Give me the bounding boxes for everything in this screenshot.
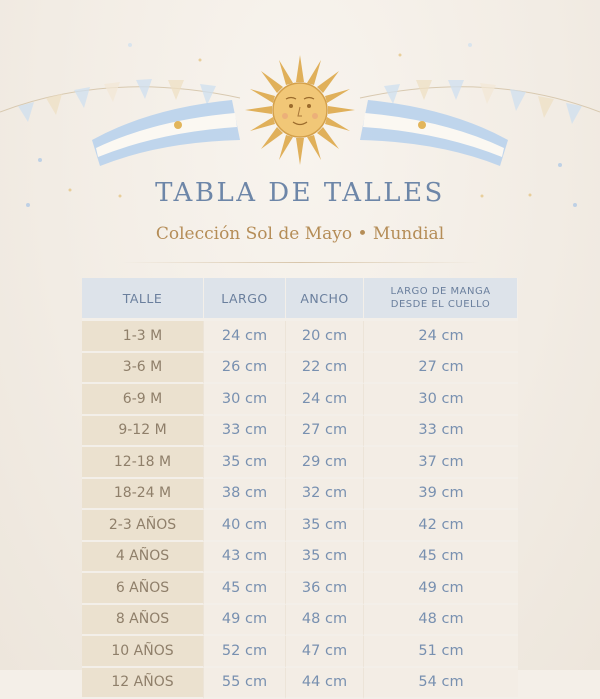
header-ancho: ANCHO xyxy=(286,278,364,321)
cell-manga: 45 cm xyxy=(364,542,518,574)
cell-manga: 37 cm xyxy=(364,447,518,479)
cell-ancho: 24 cm xyxy=(286,384,364,416)
flag-ribbon-right xyxy=(360,100,508,166)
divider xyxy=(120,262,480,263)
cell-talle: 3-6 M xyxy=(82,353,204,385)
cell-talle: 2-3 AÑOS xyxy=(82,510,204,542)
header-manga-line2: DESDE EL CUELLO xyxy=(391,299,490,310)
table-row xyxy=(82,573,518,605)
header-talle: TALLE xyxy=(82,278,204,321)
cell-largo: 33 cm xyxy=(204,416,286,448)
table-row xyxy=(82,668,518,699)
table-row xyxy=(82,416,518,448)
cell-largo: 24 cm xyxy=(204,321,286,353)
cell-talle: 6 AÑOS xyxy=(82,573,204,605)
cell-talle: 10 AÑOS xyxy=(82,636,204,668)
cell-talle: 9-12 M xyxy=(82,416,204,448)
table-row xyxy=(82,636,518,668)
sun-of-may-icon xyxy=(245,55,355,165)
cell-largo: 49 cm xyxy=(204,605,286,637)
cell-manga: 49 cm xyxy=(364,573,518,605)
cell-ancho: 27 cm xyxy=(286,416,364,448)
cell-talle: 12-18 M xyxy=(82,447,204,479)
cell-manga: 33 cm xyxy=(364,416,518,448)
cell-ancho: 32 cm xyxy=(286,479,364,511)
page-title: TABLA DE TALLES xyxy=(0,178,600,208)
header-largo: LARGO xyxy=(204,278,286,321)
size-chart-table xyxy=(82,278,518,699)
cell-ancho: 48 cm xyxy=(286,605,364,637)
cell-talle: 12 AÑOS xyxy=(82,668,204,699)
cell-manga: 48 cm xyxy=(364,605,518,637)
cell-talle: 8 AÑOS xyxy=(82,605,204,637)
cell-manga: 24 cm xyxy=(364,321,518,353)
cell-manga: 30 cm xyxy=(364,384,518,416)
cell-largo: 43 cm xyxy=(204,542,286,574)
flag-ribbon-left xyxy=(92,100,240,166)
cell-ancho: 35 cm xyxy=(286,542,364,574)
cell-largo: 26 cm xyxy=(204,353,286,385)
table-row xyxy=(82,510,518,542)
cell-talle: 1-3 M xyxy=(82,321,204,353)
cell-largo: 35 cm xyxy=(204,447,286,479)
cell-ancho: 47 cm xyxy=(286,636,364,668)
cell-largo: 52 cm xyxy=(204,636,286,668)
cell-manga: 39 cm xyxy=(364,479,518,511)
cell-manga: 51 cm xyxy=(364,636,518,668)
cell-manga: 27 cm xyxy=(364,353,518,385)
table-row xyxy=(82,605,518,637)
cell-largo: 38 cm xyxy=(204,479,286,511)
header-manga-line1: LARGO DE MANGA xyxy=(390,286,490,297)
table-row xyxy=(82,542,518,574)
table-row xyxy=(82,353,518,385)
cell-largo: 55 cm xyxy=(204,668,286,699)
table-header-row xyxy=(82,278,518,321)
table-row xyxy=(82,479,518,511)
cell-ancho: 35 cm xyxy=(286,510,364,542)
cell-ancho: 29 cm xyxy=(286,447,364,479)
cell-manga: 42 cm xyxy=(364,510,518,542)
cell-ancho: 22 cm xyxy=(286,353,364,385)
cell-largo: 45 cm xyxy=(204,573,286,605)
cell-ancho: 36 cm xyxy=(286,573,364,605)
header-manga xyxy=(364,278,518,321)
cell-ancho: 20 cm xyxy=(286,321,364,353)
table-row xyxy=(82,447,518,479)
table-row xyxy=(82,321,518,353)
cell-ancho: 44 cm xyxy=(286,668,364,699)
cell-talle: 18-24 M xyxy=(82,479,204,511)
table-row xyxy=(82,384,518,416)
cell-talle: 6-9 M xyxy=(82,384,204,416)
cell-largo: 30 cm xyxy=(204,384,286,416)
page-subtitle: Colección Sol de Mayo • Mundial xyxy=(0,224,600,244)
cell-talle: 4 AÑOS xyxy=(82,542,204,574)
cell-largo: 40 cm xyxy=(204,510,286,542)
cell-manga: 54 cm xyxy=(364,668,518,699)
